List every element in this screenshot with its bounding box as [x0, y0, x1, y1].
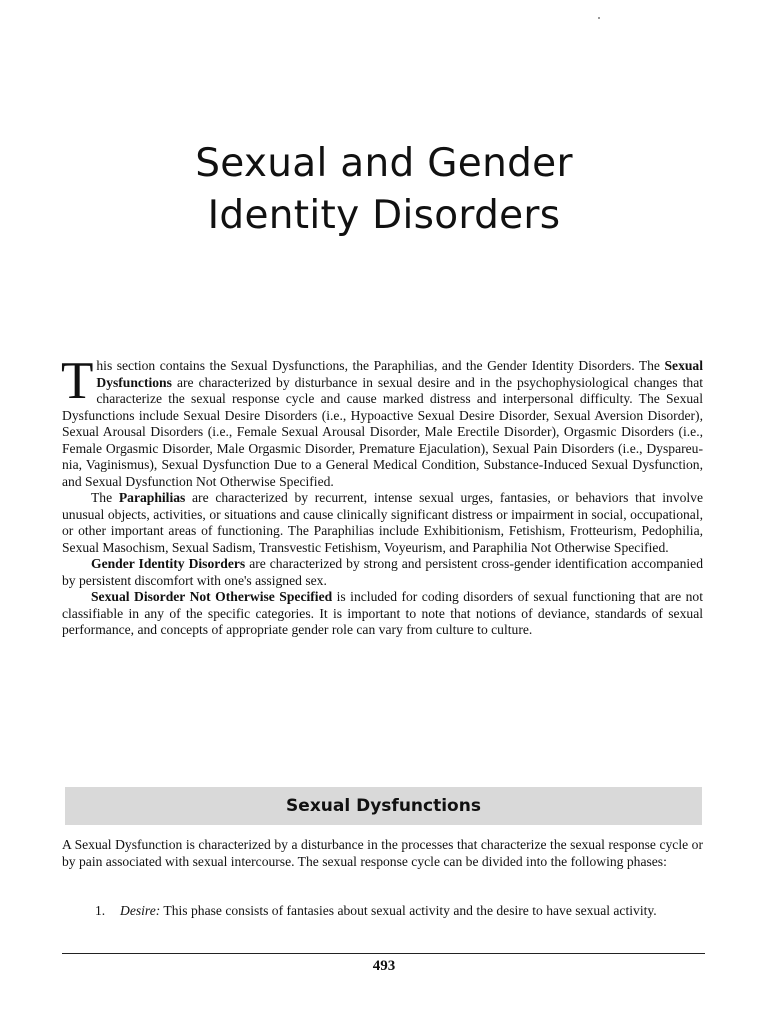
- section-paragraph: A Sexual Dysfunction is characterized by a disturbance in the processes that characterize the sexual response cycle or by pain associated with sexual intercourse. The sexual response cycle can be divided into the following phases:: [62, 837, 703, 869]
- term-sexual-dysfunctions: Sexual Dysfunctions: [96, 358, 703, 390]
- intro-p2-text-a: The: [91, 490, 119, 505]
- term-gender-identity-disorders: Gender Identity Disorders: [91, 556, 246, 571]
- term-paraphilias: Paraphilias: [118, 490, 186, 505]
- intro-p3-text: are characterized by strong and persistent cross-gender identification accompanied by persistent discomfort with one's assigned sex.: [62, 556, 703, 588]
- intro-text: [61, 352, 703, 639]
- intro-p1-text-b: are characterized by disturbance in sexual desire and in the psychophysiological changes that characterize the sexual response cycle and cause marked distress and interpersonal difficulty. The Sexual Dysfunctions include Sexual Desire Disorders (i.e., Hypoactive Sexual Desire Disorder, Sexual Aversion Disorder), Sexual Arousal Disorders (i.e., Female Sexual Arousal Disorder, Male Erectile Disorder), Orgasmic Disorders (i.e., Female Orgasmic Disorder, Male Orgasmic Disorder, Premature Ejaculation), Sexual Pain Disorders (i.e., Dyspareu-nia, Vaginismus), Sexual Dysfunction Due to a General Medical Condition, Substance-Induced Sexual Dysfunction, and Sexual Dysfunction Not Otherwise Specified.: [62, 374, 703, 489]
- drop-cap: T: [61, 352, 94, 410]
- chapter-title: [0, 138, 768, 242]
- list-item-description: This phase consists of fantasies about sexual activity and the desire to have sexual activity.: [160, 903, 657, 918]
- scan-speck: [598, 17, 600, 19]
- intro-p1-text-a: his section contains the Sexual Dysfunctions, the Paraphilias, and the Gender Identity Disorders. The: [96, 358, 665, 373]
- footer-rule: [62, 953, 705, 954]
- list-item: [95, 902, 703, 919]
- list-item-term: Desire:: [120, 903, 161, 918]
- chapter-title-line-2: Identity Disorders: [207, 193, 561, 238]
- intro-paragraph-2: [62, 490, 703, 556]
- intro-paragraph-3: [62, 556, 703, 589]
- section-title: Sexual Dysfunctions: [286, 796, 481, 816]
- intro-p2-text-b: are characterized by recurrent, intense sexual urges, fantasies, or behaviors that involve unusual objects, activities, or situations and cause clinically significant distress or impairment in social, occupational, or other important areas of functioning. The Paraphilias include Exhibitionism, Fetishism, Frotteurism, Pedophilia, Sexual Masochism, Sexual Sadism, Transvestic Fetishism, Voyeurism, and Paraphilia Not Otherwise Specified.: [62, 490, 703, 555]
- chapter-title-line-1: Sexual and Gender: [195, 141, 573, 186]
- section-heading-band: [65, 787, 702, 825]
- list-item-text: [120, 902, 703, 919]
- list-item-number: 1.: [95, 903, 106, 918]
- page-number: 493: [372, 958, 396, 974]
- intro-p4-text: is included for coding disorders of sexual functioning that are not classifiable in any of the specific categories. It is important to note that notions of deviance, standards of sexual performance, and concepts of appropriate gender role can vary from culture to culture.: [62, 589, 703, 637]
- term-sexual-disorder-nos: Sexual Disorder Not Otherwise Specified: [91, 589, 333, 604]
- intro-paragraph-4: [62, 589, 703, 639]
- section-body: [62, 836, 703, 870]
- intro-paragraph-1: [61, 352, 703, 490]
